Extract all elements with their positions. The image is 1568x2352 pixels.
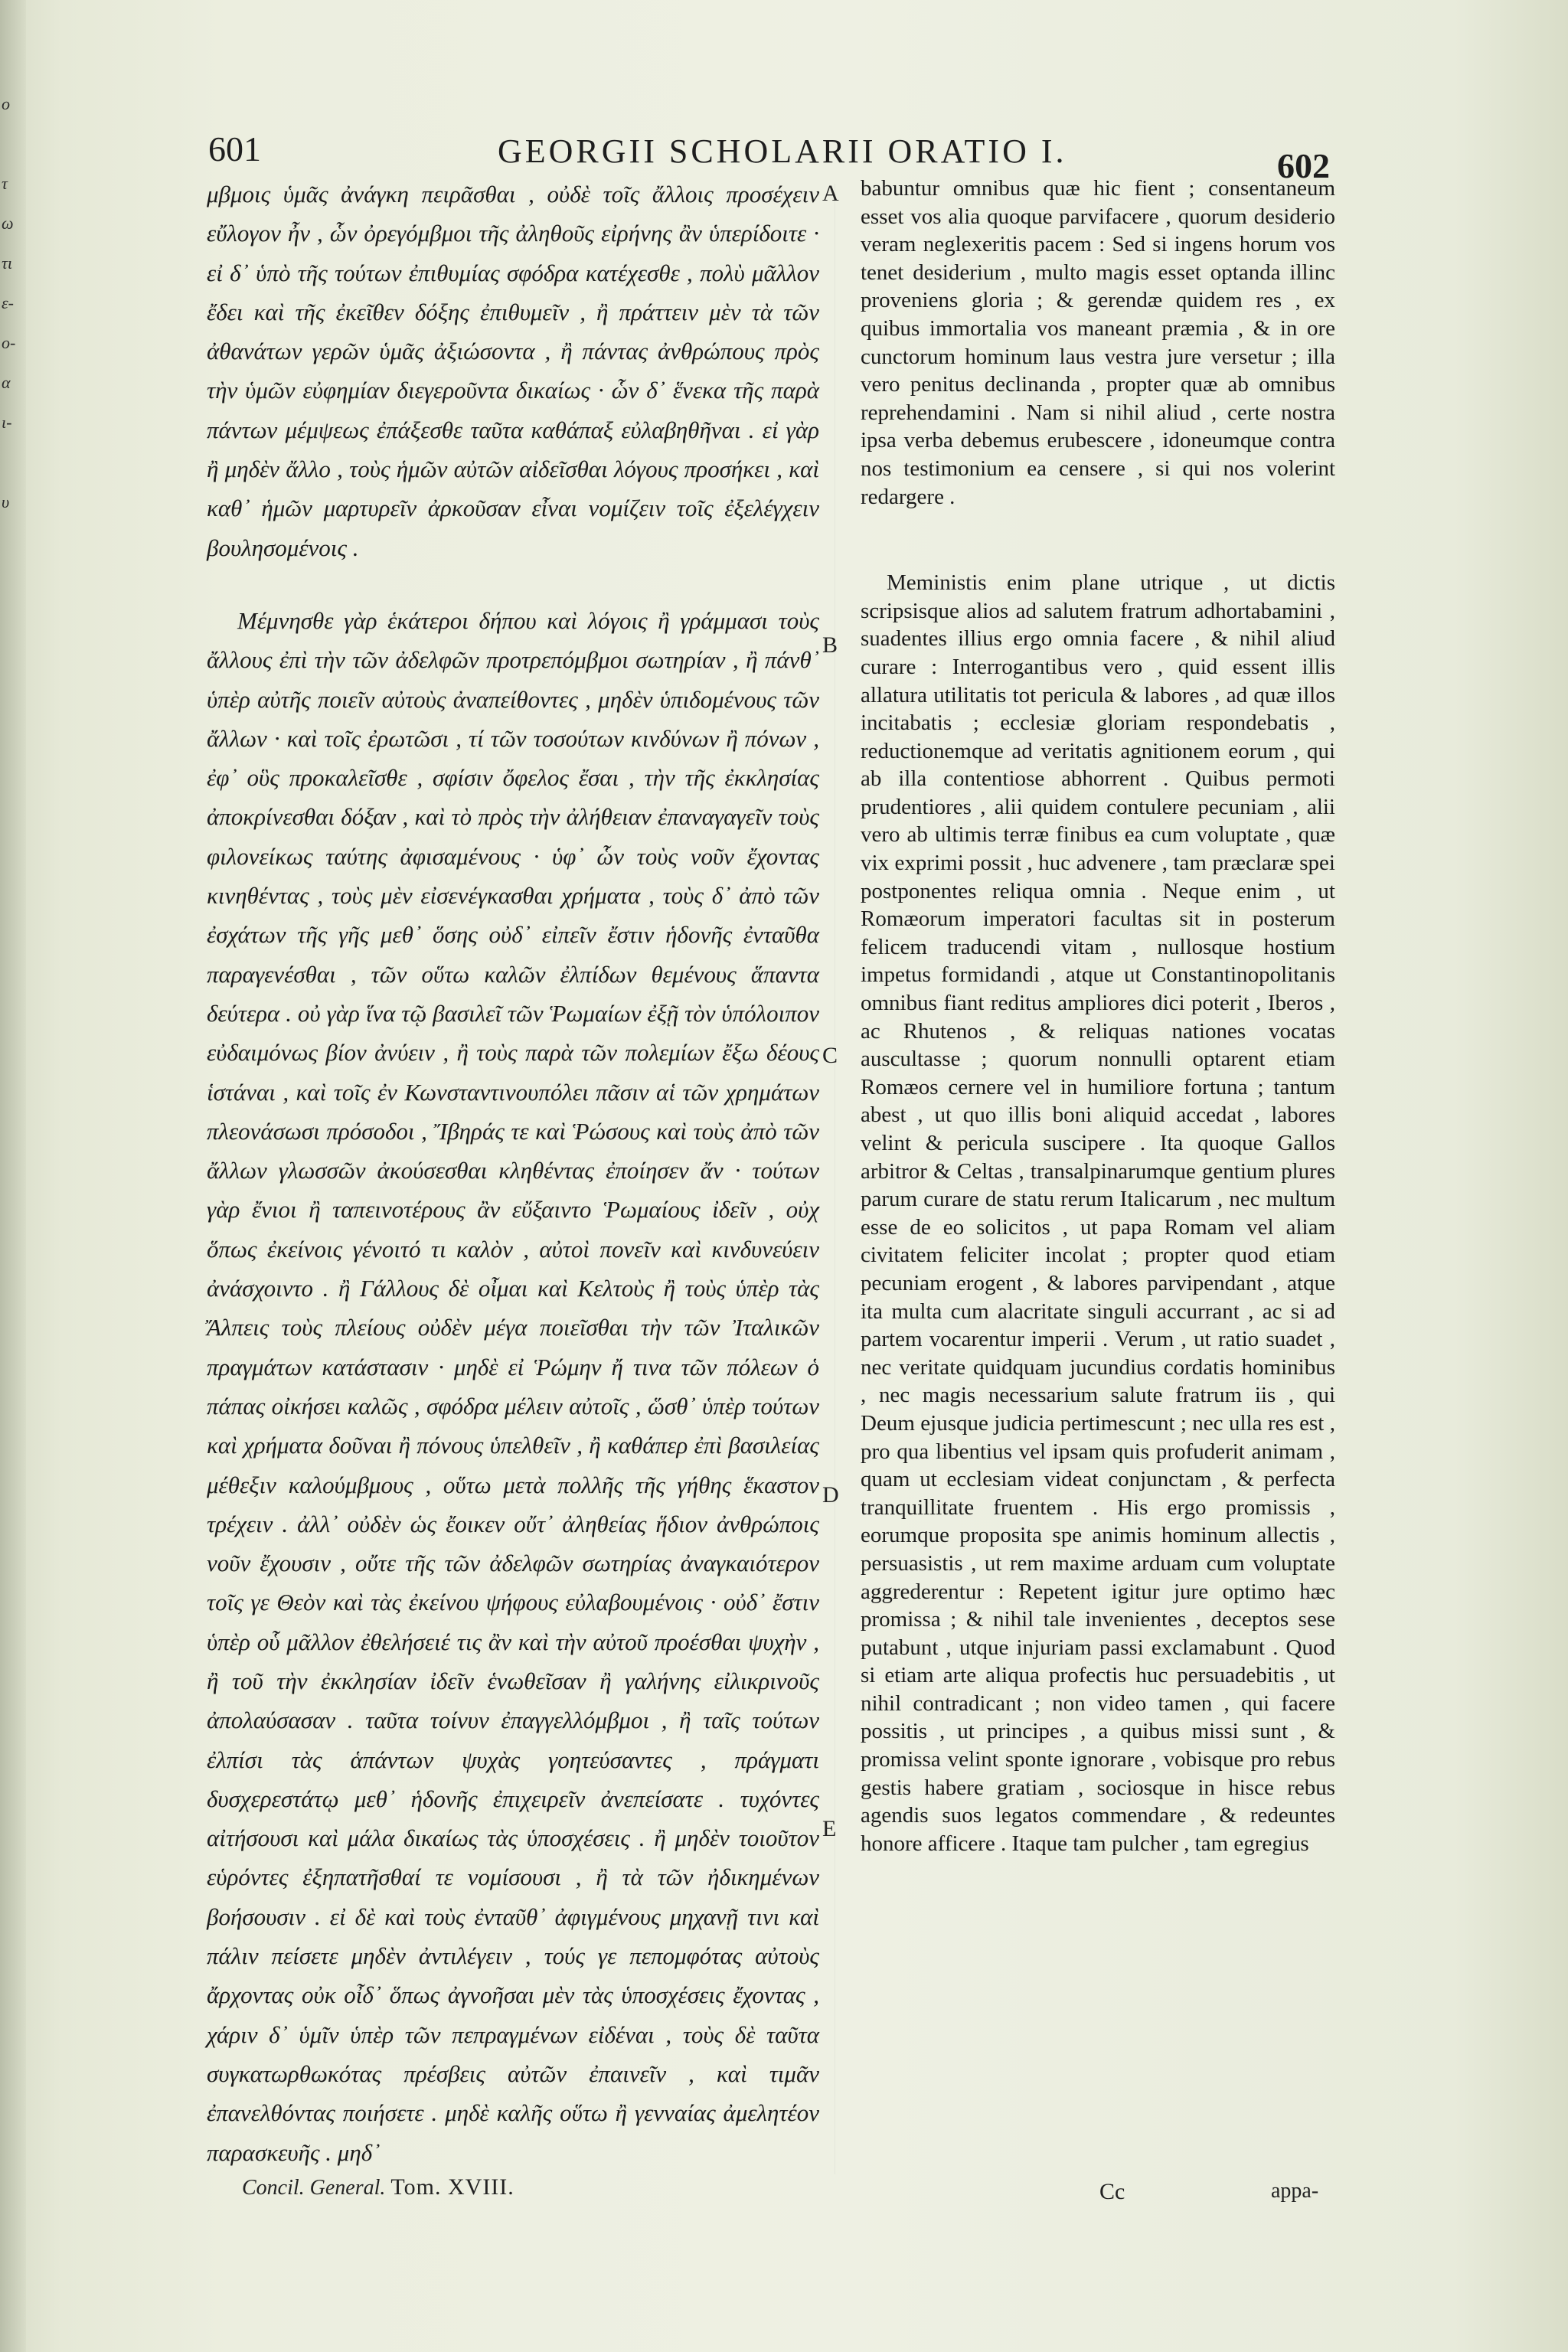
previous-page-fragments: ο τ ω τι ε- ο- α ι- υ bbox=[2, 94, 16, 511]
catchword: appa- bbox=[1271, 2179, 1319, 2203]
section-marker-a: A bbox=[822, 181, 839, 206]
greek-column bbox=[207, 175, 819, 2172]
section-marker-b: B bbox=[822, 632, 838, 658]
section-marker-d: D bbox=[822, 1482, 839, 1508]
signature-prefix: Concil. General. bbox=[242, 2176, 386, 2200]
running-head: GEORGII SCHOLARII ORATIO I. bbox=[498, 132, 1067, 170]
signature-line bbox=[242, 2174, 514, 2200]
section-marker-c: C bbox=[822, 1043, 838, 1068]
latin-column bbox=[861, 175, 1335, 1857]
latin-paragraph-1: babuntur omnibus quæ hic fient ; consentaneum esset vos alia quoque parvifacere , quorum desiderio veram neglexeritis pacem : Sed si ingens horum vos tenet desiderium , multo magis esset optanda illinc proveniens gloria ; & gerendæ quidem res , ex quibus immortalia vos maneant præmia , & in ore cunctorum hominum laus vestra jure versetur ; illa vero penitus declinanda , propter quæ ab omnibus reprehendamini . Nam si nihil aliud , certe nostra ipsa verba debemus erubescere , idoneumque contra nos testimonium ea censere , si qui nos volerint redargere . bbox=[861, 176, 1335, 509]
signature-mark: Cc bbox=[1099, 2179, 1125, 2204]
greek-paragraph-1: μβμοις ὑμᾶς ἀνάγκη πειρᾶσθαι , οὐδὲ τοῖς ἄλλοις προσέχειν εὔλογον ἦν , ὧν ὀρεγόμβμοι τῆς ἀληθοῦς εἰρήνης ἂν ὑπερίδοιτε · εἰ δ᾽ ὑπὸ τῆς τούτων ἐπιθυμίας σφόδρα κατέχεσθε , πολὺ μᾶλλον ἔδει καὶ τῆς ἐκεῖθεν δόξης ἐπιθυμεῖν , ἢ πράττειν μὲν τὰ τῶν ἀθανάτων γερῶν ὑμᾶς ἀξιώσοντα , ἢ πάντας ἀνθρώπους πρὸς τὴν ὑμῶν εὐφημίαν διεγεροῦντα δικαίως · ὧν δ᾽ ἕνεκα τῆς παρὰ πάντων μέμψεως ἐπάξεσθε ταῦτα καθάπαξ εὐλαβηθῆναι . εἰ γὰρ ἢ μηδὲν ἄλλο , τοὺς ἡμῶν αὐτῶν αἰδεῖσθαι λόγους προσήκει , καὶ καθ᾽ ἡμῶν μαρτυρεῖν ἀρκοῦσαν εἶναι νομίζειν τοῖς ἐξελέγχειν βουλησομένοις . bbox=[207, 181, 819, 561]
page-number-left: 601 bbox=[208, 129, 261, 168]
page-number-right: 602 bbox=[1277, 146, 1330, 185]
greek-paragraph-2: Μέμνησθε γὰρ ἑκάτεροι δήπου καὶ λόγοις ἢ γράμμασι τοὺς ἄλλους ἐπὶ τὴν τῶν ἀδελφῶν προτρεπόμβμοι σωτηρίαν , ἢ πάνθ᾽ ὑπὲρ αὐτῆς ποιεῖν αὐτοὺς ἀναπείθοντες , μηδὲν ὑπιδομένους τῶν ἄλλων · καὶ τοῖς ἐρωτῶσι , τί τῶν τοσούτων κινδύνων ἢ πόνων , ἐφ᾽ οὓς προκαλεῖσθε , σφίσιν ὄφελος ἔσαι , τὴν τῆς ἐκκλησίας ἀποκρίνεσθαι δόξαν , καὶ τὸ πρὸς τὴν ἀλήθειαν ἐπαναγαγεῖν τοὺς φιλονείκως ταύτης ἀφισαμένους · ὑφ᾽ ὧν τοὺς νοῦν ἔχοντας κινηθέντας , τοὺς μὲν εἰσενέγκασθαι χρήματα , τοὺς δ᾽ ἀπὸ τῶν ἐσχάτων τῆς γῆς μεθ᾽ ὅσης οὐδ᾽ εἰπεῖν ἔστιν ἡδονῆς ἐνταῦθα παραγενέσθαι , τῶν οὕτω καλῶν ἐλπίδων θεμένους ἅπαντα δεύτερα . οὐ γὰρ ἵνα τῷ βασιλεῖ τῶν Ῥωμαίων ἐξῇ τὸν ὑπόλοιπον εὐδαιμόνως βίον ἀνύειν , ἢ τοὺς παρὰ τῶν πολεμίων ἔξω δέους ἱστάναι , καὶ τοῖς ἐν Κωνσταντινουπόλει πᾶσιν αἱ τῶν χρημάτων πλεονάσωσι πρόσοδοι , Ἴβηράς τε καὶ Ῥώσους καὶ τοὺς ἀπὸ τῶν ἄλλων γλωσσῶν ἀκούσεσθαι κληθέντας ἐποίησεν ἄν · τούτων γὰρ ἔνιοι ἢ ταπεινοτέρους ἂν εὔξαιντο Ῥωμαίους ἰδεῖν , οὐχ ὅπως ἐκείνοις γένοιτό τι καλὸν , αὐτοὶ πονεῖν καὶ κινδυνεύειν ἀνάσχοιντο . ἢ Γάλλους δὲ οἶμαι καὶ Κελτοὺς ἢ τοὺς ὑπὲρ τὰς Ἄλπεις τοὺς πλείους οὐδὲν μέγα ποιεῖσθαι τὴν τῶν Ἰταλικῶν πραγμάτων κατάστασιν · μηδὲ εἰ Ῥώμην ἤ τινα τῶν πόλεων ὁ πάπας οἰκήσει καλῶς , σφόδρα μέλειν αὐτοῖς , ὥσθ᾽ ὑπὲρ τούτων καὶ χρήματα δοῦναι ἢ πόνους ὑπελθεῖν , ἢ καθάπερ ἐπὶ βασιλείας μέθεξιν καλούμβμους , οὕτω μετὰ πολλῆς τῆς γήθης ἕκαστον τρέχειν . ἀλλ᾽ οὐδὲν ὡς ἔοικεν οὔτ᾽ ἀληθείας ἥδιον ἀνθρώποις νοῦν ἔχουσιν , οὔτε τῆς τῶν ἀδελφῶν σωτηρίας ἀναγκαιότερον τοῖς γε Θεὸν καὶ τὰς ἐκείνου ψήφους εὐλαβουμένοις · οὐδ᾽ ἔστιν ὑπὲρ οὗ μᾶλλον ἐθελήσειέ τις ἂν καὶ τὴν αὐτοῦ προέσθαι ψυχὴν , ἢ τοῦ τὴν ἐκκλησίαν ἰδεῖν ἑνωθεῖσαν ἢ γαλήνης εἰλικρινοῦς ἀπολαύσασαν . ταῦτα τοίνυν ἐπαγγελλόμβμοι , ἢ ταῖς τούτων ἐλπίσι τὰς ἁπάντων ψυχὰς γοητεύσαντες , πράγματι δυσχερεστάτῳ μεθ᾽ ἡδονῆς ἐπιχειρεῖν ἀνεπείσατε . τυχόντες αἰτήσουσι καὶ μάλα δικαίως τὰς ὑποσχέσεις . ἢ μηδὲν τοιοῦτον εὑρόντες ἐξηπατῆσθαί τε νομίσουσι , ἢ τὰ τῶν ἠδικημένων βοήσουσιν . εἰ δὲ καὶ τοὺς ἐνταῦθ᾽ ἀφιγμένους μηχανῇ τινι καὶ πάλιν πείσετε μηδὲν ἀντιλέγειν , τούς γε πεπομφότας αὐτοὺς ἄρχοντας οὐκ οἶδ᾽ ὅπως ἀγνοῆσαι μὲν τὰς ὑποσχέσεις ἔχοντας , χάριν δ᾽ ὑμῖν ὑπὲρ τῶν πεπραγμένων εἰδέναι , τοὺς δὲ ταῦτα συγκατωρθωκότας πρέσβεις αὐτῶν ἐπαινεῖν , καὶ τιμᾶν ἐπανελθόντας ποιήσετε . μηδὲ καλῆς οὕτω ἢ γενναίας ἀμελητέον παρασκευῆς . μηδ᾽ bbox=[207, 606, 819, 2166]
section-marker-e: E bbox=[822, 1816, 837, 1841]
latin-paragraph-2: Meministis enim plane utrique , ut dictis scripsisque alios ad salutem fratrum adhortabamini , suadentes illius ergo omnia facere , & nihil aliud curare : Interrogantibus vero , quid essent illis allatura utilitatis tot pericula & labores , ad quæ illos incitabatis ; ecclesiæ gloriam respondebatis , reductionemque ad veritatis agnitionem eorum , qui ab illa contentiose abhorrent . Quibus permoti prudentiores , alii quidem contulere pecuniam , alii vero ab ultimis terræ finibus ea cum voluptate , quæ vix exprimi possit , huc advenere , tam præclaræ spei postponentes reliqua omnia . Neque enim , ut Romæorum imperatori facultas sit in posterum felicem traducendi vitam , nullosque hostium impetus formidandi , atque ut Constantinopolitanis omnibus fiant reditus ampliores dici poterit , Iberos , ac Rhutenos , & reliquas nationes vocatas auscultasse ; quorum nonnulli optarent etiam Romæos cernere vel in humiliore fortuna ; tantum abest , ut quo illis boni aliquid accedat , labores velint & pericula suscipere . Ita quoque Gallos arbitror & Celtas , transalpinarumque gentium plures parum curare de statu rerum Italicarum , nec multum esse de eo solicitos , ut papa Romam vel aliam civitatem feliciter incolat ; propter quod etiam pecuniam erogent , & labores parvipendant , atque ita multa cum alacritate singuli accurrant , ac si ad partem vocarentur imperii . Verum , ut ratio suadet , nec veritate quidquam jucundius cordatis hominibus , nec magis necessarium salute fratrum iis , qui Deum ejusque judicia pertimescunt ; nec ulla res est , pro qua libentius vel ipsam quis profuderit animam , quam ut ecclesiam videat conjunctam , & perfecta tranquillitate fruentem . His ergo promissis , eorumque proposita spe animis hominum allectis , persuasistis , ut rem maxime arduam cum voluptate aggrederentur : Repetent igitur jure optimo hæc promissa ; & nihil tale invenientes , deceptos sese putabunt , utque injuriam passi exclamabunt . Quod si etiam arte aliqua profectis huc persuadebitis , ut nihil contradicant ; non video tamen , qui facere possitis , ut principes , a quibus missi sunt , & promissa velint sponte ignorare , vobisque pro rebus gestis habere gratiam , sociosque in hisce rebus agendis suos legatos commendare , & redeuntes honore afficere . Itaque tam pulcher , tam egregius bbox=[861, 570, 1335, 1856]
page-header bbox=[0, 129, 1568, 185]
signature-tome: Tom. XVIII. bbox=[390, 2174, 514, 2200]
